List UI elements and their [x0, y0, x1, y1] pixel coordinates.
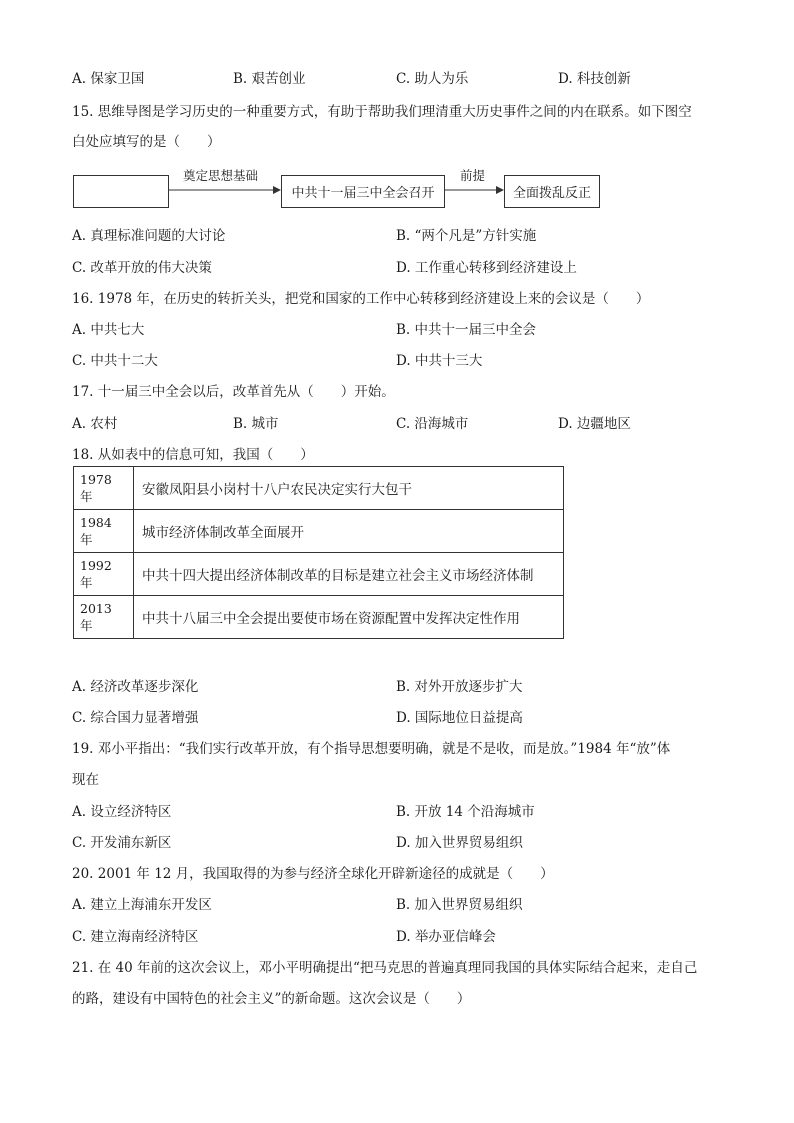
q21-stem-line2: 的路，建设有中国特色的社会主义”的新命题。这次会议是（ ） — [72, 991, 471, 1007]
q19-option-a: A. 设立经济特区 — [72, 804, 172, 820]
q15-stem-line1: 15. 思维导图是学习历史的一种重要方式，有助于帮助我们理清重大历史事件之间的内在联系。如下图空 — [72, 104, 692, 120]
table-row — [74, 596, 564, 639]
q18-option-d: D. 国际地位日益提高 — [396, 710, 523, 726]
q16-option-b: B. 中共十一届三中全会 — [396, 322, 537, 338]
q19-stem-line1: 19. 邓小平指出：“我们实行改革开放，有个指导思想要明确，就是不是收，而是放。”1984 年“放”体 — [72, 741, 671, 757]
q20-option-d: D. 举办亚信峰会 — [396, 929, 496, 945]
diagram-blank-box — [73, 175, 169, 208]
q17-option-b: B. 城市 — [233, 416, 279, 432]
q15-option-d: D. 工作重心转移到经济建设上 — [396, 260, 577, 276]
q17-option-a: A. 农村 — [72, 416, 118, 432]
q18-option-c: C. 综合国力显著增强 — [72, 710, 199, 726]
arrow2-label: 前提 — [460, 168, 486, 183]
q18-option-b: B. 对外开放逐步扩大 — [396, 679, 523, 695]
table-row — [74, 467, 564, 510]
table-year-cell: 1978 年 — [74, 467, 134, 510]
table-event-cell: 安徽凤阳县小岗村十八户农民决定实行大包干 — [134, 467, 564, 510]
q19-option-b: B. 开放 14 个沿海城市 — [396, 804, 535, 820]
table-event-cell: 中共十八届三中全会提出要使市场在资源配置中发挥决定性作用 — [134, 596, 564, 639]
q15-stem-line2: 白处应填写的是（ ） — [72, 134, 221, 150]
q20-option-b: B. 加入世界贸易组织 — [396, 897, 523, 913]
q14-option-a: A. 保家卫国 — [72, 71, 145, 87]
q18-stem: 18. 从如表中的信息可知，我国（ ） — [72, 447, 314, 463]
q18-info-table — [73, 466, 564, 639]
q17-stem: 17. 十一届三中全会以后，改革首先从（ ）开始。 — [72, 384, 395, 400]
q16-option-a: A. 中共七大 — [72, 322, 145, 338]
q16-option-d: D. 中共十三大 — [396, 353, 483, 369]
diagram-right-box: 全面拨乱反正 — [504, 175, 600, 208]
arrow2-icon — [445, 183, 504, 197]
q20-option-a: A. 建立上海浦东开发区 — [72, 897, 212, 913]
q14-option-c: C. 助人为乐 — [396, 71, 469, 87]
q14-option-b: B. 艰苦创业 — [233, 71, 306, 87]
q14-option-d: D. 科技创新 — [558, 71, 631, 87]
q15-option-b: B. “两个凡是”方针实施 — [396, 228, 537, 244]
table-year-cell: 1992 年 — [74, 553, 134, 596]
q17-option-c: C. 沿海城市 — [396, 416, 469, 432]
q17-option-d: D. 边疆地区 — [558, 416, 631, 432]
q19-option-d: D. 加入世界贸易组织 — [396, 835, 523, 851]
table-year-cell: 2013 年 — [74, 596, 134, 639]
q21-stem-line1: 21. 在 40 年前的这次会议上，邓小平明确提出“把马克思的普遍真理同我国的具体实际结合起来，走自己 — [72, 960, 698, 976]
q15-option-c: C. 改革开放的伟大决策 — [72, 260, 212, 276]
arrow1-icon — [169, 183, 281, 197]
q19-option-c: C. 开发浦东新区 — [72, 835, 172, 851]
q18-option-a: A. 经济改革逐步深化 — [72, 679, 199, 695]
table-event-cell: 城市经济体制改革全面展开 — [134, 510, 564, 553]
q19-stem-line2: 现在 — [72, 772, 99, 788]
q20-stem: 20. 2001 年 12 月，我国取得的为参与经济全球化开辟新途径的成就是（ ） — [72, 866, 554, 882]
q16-stem: 16. 1978 年，在历史的转折关头，把党和国家的工作中心转移到经济建设上来的会议是（ ） — [72, 291, 650, 307]
diagram-middle-box: 中共十一届三中全会召开 — [281, 175, 445, 208]
table-row — [74, 553, 564, 596]
q16-option-c: C. 中共十二大 — [72, 353, 158, 369]
table-row — [74, 510, 564, 553]
q20-option-c: C. 建立海南经济特区 — [72, 929, 199, 945]
table-year-cell: 1984 年 — [74, 510, 134, 553]
arrow1-label: 奠定思想基础 — [183, 168, 259, 183]
q15-option-a: A. 真理标准问题的大讨论 — [72, 228, 226, 244]
table-event-cell: 中共十四大提出经济体制改革的目标是建立社会主义市场经济体制 — [134, 553, 564, 596]
